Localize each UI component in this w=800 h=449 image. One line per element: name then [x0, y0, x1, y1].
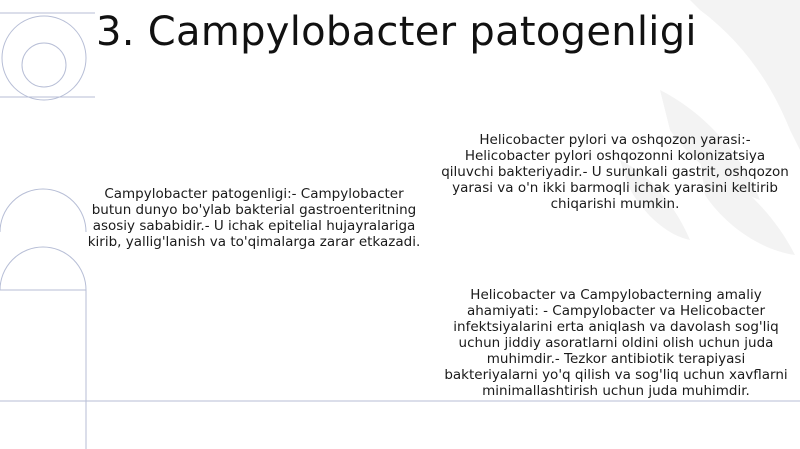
practical-significance-paragraph: Helicobacter va Campylobacterning amaliy ahamiyati: - Campylobacter va Helicobacter infektsiyalarini erta aniqlash va davolash sog'liq uchun jiddiy asoratlarni oldini olish uchun juda muhimdir.- Tezkor antibiotik terapiyasi bakteriyalarni yo'q qilish va sog'liq uchun xavflarni minimallashtirish uchun juda muhimdir. [444, 287, 788, 399]
campylobacter-pathogenicity-paragraph: Campylobacter patogenligi:- Campylobacter butun dunyo bo'ylab bakterial gastroenteritning asosiy sababidir.- U ichak epitelial hujayralariga kirib, yallig'lanish va to'qimalarga zarar etkazadi. [87, 186, 421, 250]
slide-title: 3. Campylobacter patogenligi [96, 9, 697, 55]
helicobacter-ulcer-paragraph: Helicobacter pylori va oshqozon yarasi:- Helicobacter pylori oshqozonni kolonizatsiya qiluvchi bakteriyadir.- U surunkali gastrit, oshqozon yarasi va o'n ikki barmoqli ichak yarasini keltirib chiqarishi mumkin. [441, 132, 789, 212]
